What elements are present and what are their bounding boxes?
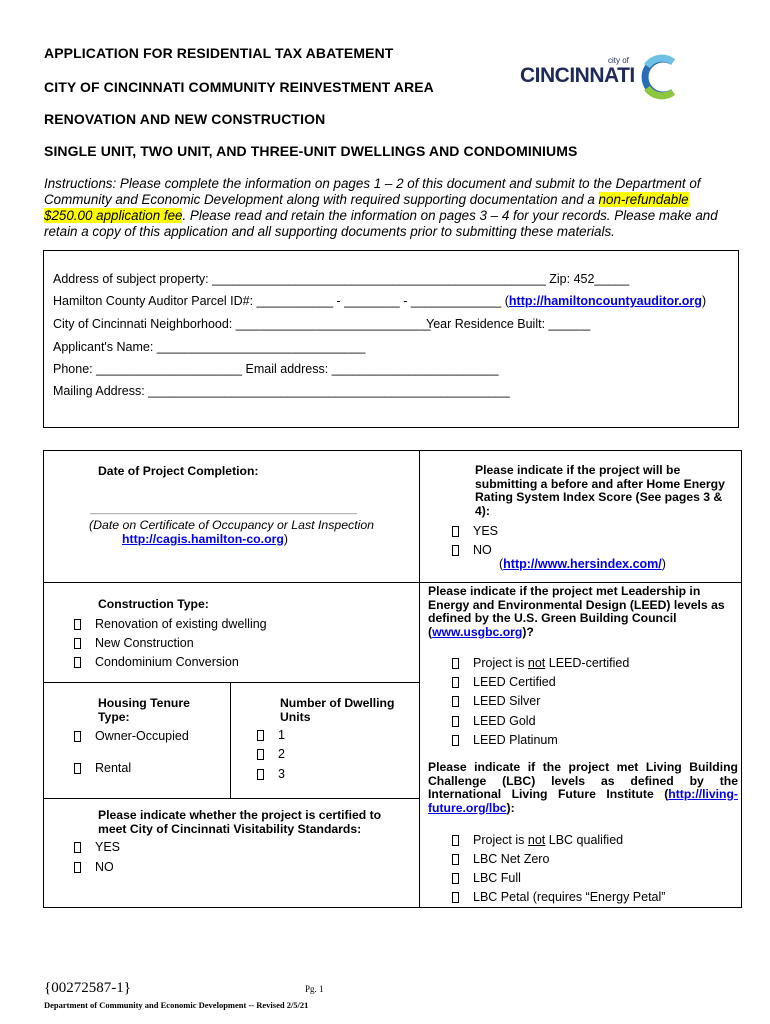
construction-new-label: New Construction [95,636,194,650]
completion-date-label: Date of Project Completion: [98,464,259,478]
usgbc-link[interactable]: www.usgbc.org [432,624,523,639]
year-built-field[interactable]: Year Residence Built: ______ [426,317,591,331]
hers-yes-label: YES [473,524,499,538]
leed-question [428,585,738,639]
tenure-rental-label: Rental [95,761,132,775]
visitability-question: Please indicate whether the project is certified to meet City of Cincinnati Visitability Standards: [98,808,382,836]
units-2-label: 2 [278,747,285,761]
instructions-text [44,176,734,240]
hers-question: Please indicate if the project will be submitting a before and after Home Energy Rating System Index Score (See pages 3 & 4): [475,463,725,518]
leed-silver-label: LEED Silver [473,694,541,708]
construction-condo-label: Condominium Conversion [95,655,239,669]
tenure-owner-label: Owner-Occupied [95,729,189,743]
hers-no-option[interactable] [452,543,492,557]
tenure-option-owner[interactable] [74,729,189,743]
construction-renovation-checkbox[interactable] [74,619,81,630]
instructions-part3: . Please read and retain the information on pages 3 – 4 for your records. Please make and retain a copy of this application and all supporting documents prior to submitting these materials. [44,208,718,239]
units-2-checkbox[interactable] [257,749,264,760]
lbc-option-petal[interactable] [452,890,665,904]
parcel-id-end: ) [701,294,707,308]
lbc-not-qualified-label: Project is not LBC qualified [473,833,624,847]
lbc-not-qualified-checkbox[interactable] [452,835,459,846]
dwelling-units-label: Number of Dwelling Units [280,696,395,724]
units-3-label: 3 [278,767,285,781]
lbc-question [428,761,738,815]
tenure-option-rental[interactable] [74,761,131,775]
construction-renovation-label: Renovation of existing dwelling [95,617,267,631]
leed-option-platinum[interactable] [452,733,558,747]
construction-condo-checkbox[interactable] [74,657,81,668]
leed-gold-label: LEED Gold [473,714,536,728]
lbc-option-not-qualified[interactable] [452,833,623,847]
units-3-checkbox[interactable] [257,769,264,780]
parcel-id-field[interactable] [53,294,706,308]
leed-certified-checkbox[interactable] [452,677,459,688]
visitability-yes-checkbox[interactable] [74,842,81,853]
lbc-petal-checkbox[interactable] [452,892,459,903]
document-id: {00272587-1} [44,980,131,996]
construction-option-new[interactable] [74,636,194,650]
tenure-owner-checkbox[interactable] [74,731,81,742]
visitability-no-checkbox[interactable] [74,862,81,873]
hers-yes-checkbox[interactable] [452,526,459,537]
visitability-no-label: NO [95,860,114,874]
leed-question-end: )? [522,624,534,639]
hers-no-checkbox[interactable] [452,545,459,556]
leed-platinum-label: LEED Platinum [473,733,558,747]
lbc-question-end: ): [506,800,515,815]
leed-platinum-checkbox[interactable] [452,735,459,746]
units-option-3[interactable] [257,767,285,781]
lbc-option-net-zero[interactable] [452,852,549,866]
mailing-address-field[interactable]: Mailing Address: ____________________________________________________ [53,384,510,398]
instructions-part1: Instructions: Please complete the information on pages 1 – 2 of this document and submit to the Department of Community and Economic Development along with required supporting documentation and a [44,176,701,207]
logo-name: CINCINNATI [520,64,635,87]
grid-divider-units [44,798,419,799]
leed-option-silver[interactable] [452,694,540,708]
leed-not-certified-label: Project is not LEED-certified [473,656,630,670]
hers-link-line [499,557,666,571]
parcel-id-label: Hamilton County Auditor Parcel ID#: ___________ - ________ - _____________ ( [53,294,509,308]
cagis-link-end: ) [283,532,289,546]
leed-certified-label: LEED Certified [473,675,556,689]
lbc-net-zero-checkbox[interactable] [452,854,459,865]
lbc-petal-label: LBC Petal (requires “Energy Petal” [473,890,666,904]
hers-link-open: ( [499,557,504,571]
grid-center-divider [419,451,420,907]
neighborhood-field[interactable]: City of Cincinnati Neighborhood: ____________________________ [53,317,431,331]
units-option-1[interactable] [257,728,285,742]
construction-option-condo[interactable] [74,655,239,669]
leed-silver-checkbox[interactable] [452,696,459,707]
instructions-highlight-fee: $250.00 application fee [44,208,183,223]
completion-date-blank[interactable]: ________________________________________________ [90,504,357,515]
cagis-link-line [122,532,288,546]
grid-divider-construction [44,682,419,683]
lbc-option-full[interactable] [452,871,521,885]
phone-email-field[interactable]: Phone: _____________________ Email address: ________________________ [53,362,499,376]
applicant-name-field[interactable]: Applicant's Name: ______________________________ [53,340,366,354]
header-subtitle-dwellings: SINGLE UNIT, TWO UNIT, AND THREE-UNIT DWELLINGS AND CONDOMINIUMS [44,143,578,159]
leed-question-text: Please indicate if the project met Leadership in Energy and Environmental Design (LEED) levels as defined by the U.S. Green Building Council ( [428,584,725,639]
living-future-link[interactable]: http://living-future.org/lbc [428,787,738,815]
cincinnati-logo [515,50,685,100]
header-subtitle-city: CITY OF CINCINNATI COMMUNITY REINVESTMENT AREA [44,79,434,95]
leed-option-certified[interactable] [452,675,556,689]
leed-not-certified-checkbox[interactable] [452,658,459,669]
tenure-rental-checkbox[interactable] [74,763,81,774]
lbc-full-label: LBC Full [473,871,521,885]
hers-no-label: NO [473,543,492,557]
leed-gold-checkbox[interactable] [452,716,459,727]
grid-divider-completion [44,582,419,583]
auditor-link[interactable]: http://hamiltoncountyauditor.org [508,294,702,308]
lbc-question-text: Please indicate if the project met Living Building Challenge (LBC) levels as defined by the International Living Future Institute ( [428,760,738,801]
hers-link[interactable]: http://www.hersindex.com/ [503,557,662,571]
visitability-yes-label: YES [95,840,121,854]
completion-date-note: (Date on Certificate of Occupancy or Last Inspection [89,518,375,532]
hers-link-close: ) [661,557,666,571]
tenure-label: Housing Tenure Type: [98,696,190,724]
construction-option-renovation[interactable] [74,617,267,631]
lbc-net-zero-label: LBC Net Zero [473,852,550,866]
property-info-box [43,250,739,428]
grid-divider-tenure [230,682,231,798]
page-number: Pg. 1 [305,984,324,994]
header-subtitle-renovation: RENOVATION AND NEW CONSTRUCTION [44,111,326,127]
units-option-2[interactable] [257,747,285,761]
grid-divider-hers [419,582,741,583]
visitability-yes-option[interactable] [74,840,120,854]
address-field[interactable]: Address of subject property: ________________________________________________ Zip: 452_____ [53,272,630,286]
logo-c-icon [637,54,683,100]
units-1-label: 1 [278,728,285,742]
units-1-checkbox[interactable] [257,730,264,741]
header-title: APPLICATION FOR RESIDENTIAL TAX ABATEMENT [44,45,394,61]
construction-type-label: Construction Type: [98,597,209,611]
hers-yes-option[interactable] [452,524,498,538]
instructions-highlight-nonrefundable: non-refundable [598,192,689,207]
project-details-grid [43,450,742,908]
construction-new-checkbox[interactable] [74,638,81,649]
logo-city-of: city of [608,56,629,65]
department-revision: Department of Community and Economic Development -- Revised 2/5/21 [44,1000,309,1010]
leed-option-gold[interactable] [452,714,536,728]
cagis-link[interactable]: http://cagis.hamilton-co.org [122,532,284,546]
lbc-full-checkbox[interactable] [452,873,459,884]
leed-option-not-certified[interactable] [452,656,629,670]
visitability-no-option[interactable] [74,860,114,874]
